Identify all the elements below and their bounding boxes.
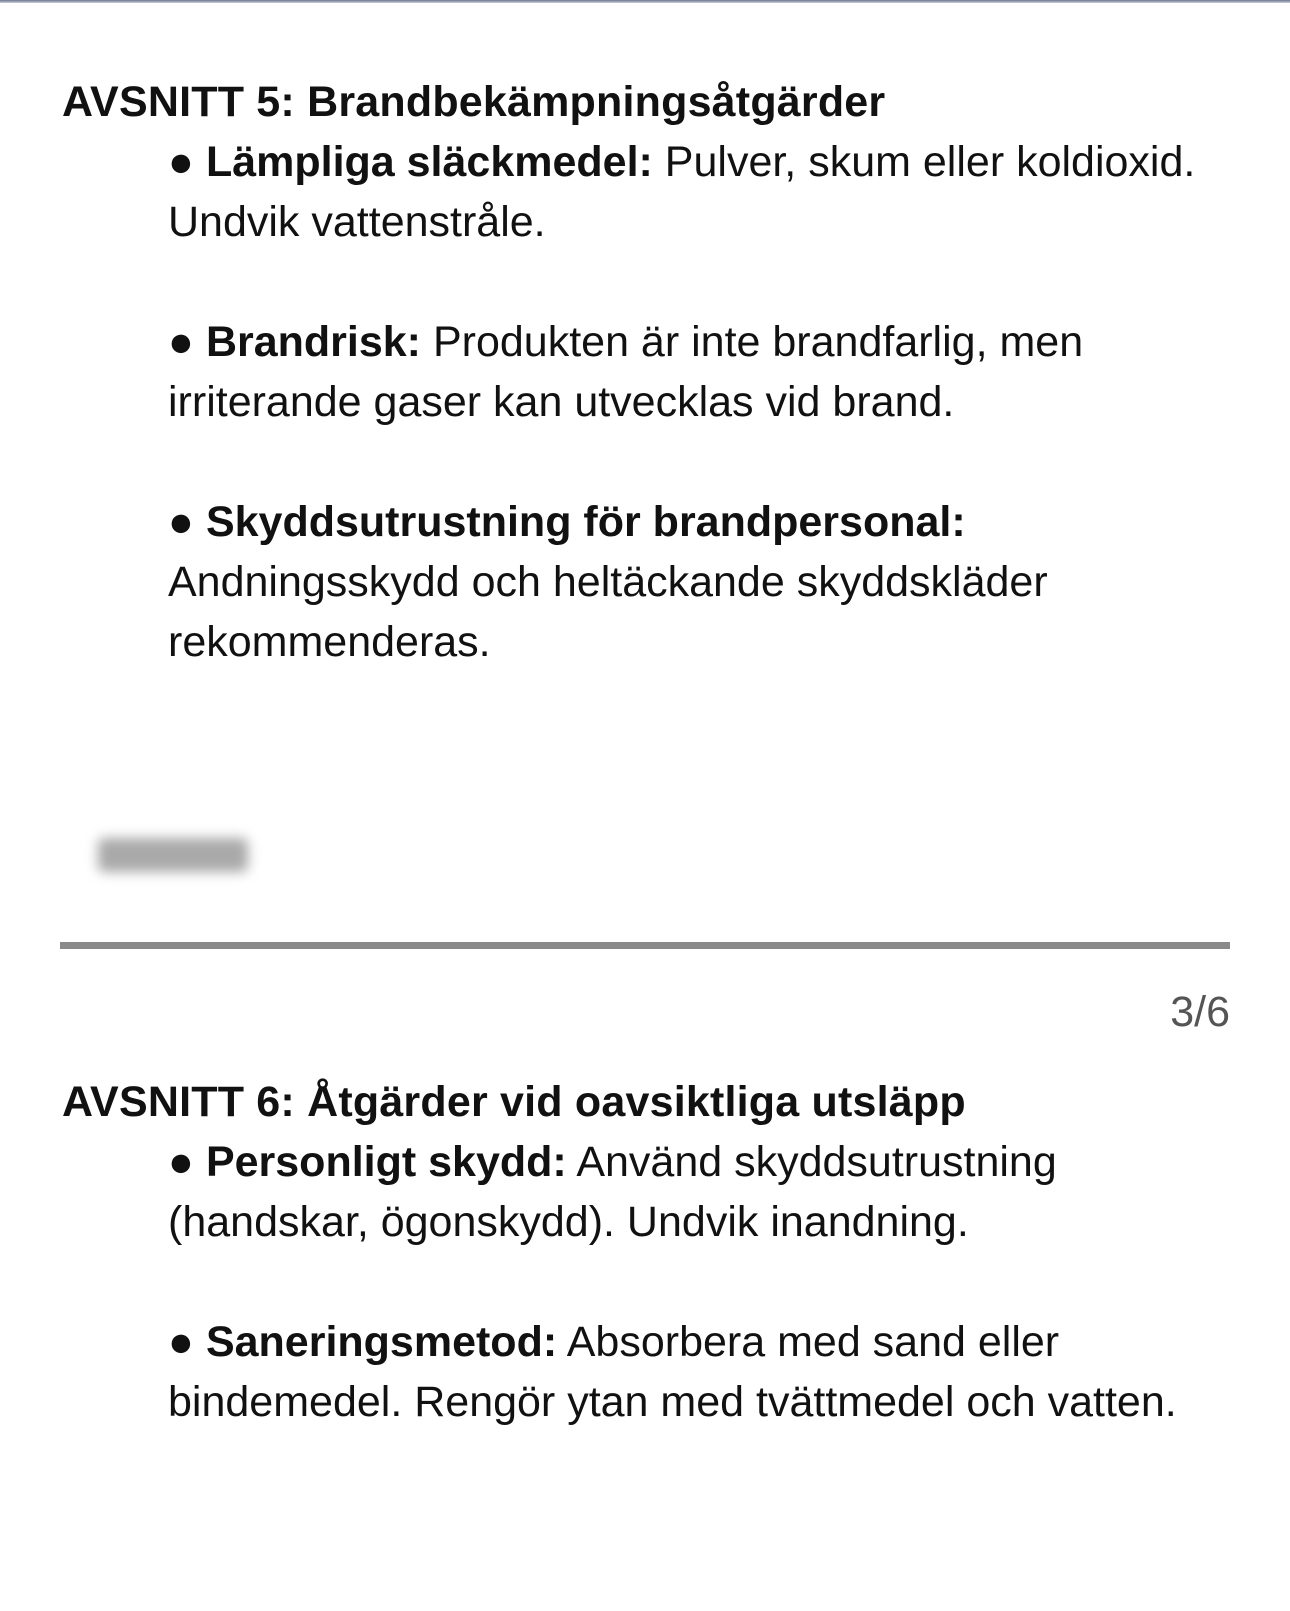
section-5-list bbox=[62, 132, 1242, 672]
list-item bbox=[168, 492, 1198, 672]
bullet-icon: ● bbox=[168, 318, 194, 366]
item-text: Absorbera med sand eller bindemedel. Rengör ytan med tvättmedel och vatten. bbox=[168, 1318, 1177, 1426]
item-label: Personligt skydd: bbox=[205, 1138, 567, 1186]
bullet-icon: ● bbox=[168, 1138, 194, 1186]
list-item bbox=[168, 1132, 1198, 1252]
item-label: Saneringsmetod: bbox=[205, 1318, 558, 1366]
page-break-rule bbox=[60, 942, 1230, 949]
item-text: Pulver, skum eller koldioxid. Undvik vattenstråle. bbox=[168, 138, 1196, 246]
list-item bbox=[168, 132, 1198, 252]
section-5 bbox=[62, 72, 1242, 672]
item-text: Använd skyddsutrustning (handskar, ögonskydd). Undvik inandning. bbox=[168, 1138, 1057, 1246]
page-number: 3/6 bbox=[1170, 988, 1230, 1036]
section-5-title: AVSNITT 5: Brandbekämpningsåtgärder bbox=[62, 78, 886, 126]
section-6-list bbox=[62, 1132, 1242, 1432]
bullet-icon: ● bbox=[168, 138, 194, 186]
section-6 bbox=[62, 1072, 1242, 1432]
item-label: Lämpliga släckmedel: bbox=[205, 138, 653, 186]
item-label: Brandrisk: bbox=[205, 318, 422, 366]
bullet-icon: ● bbox=[168, 1318, 194, 1366]
bullet-icon: ● bbox=[168, 498, 194, 546]
item-text: Andningsskydd och heltäckande skyddskläder rekommenderas. bbox=[168, 558, 1048, 666]
section-6-title: AVSNITT 6: Åtgärder vid oavsiktliga utsläpp bbox=[62, 1078, 966, 1126]
list-item bbox=[168, 1312, 1198, 1432]
top-edge-divider bbox=[0, 0, 1290, 3]
list-item bbox=[168, 312, 1198, 432]
redacted-text-block bbox=[98, 838, 248, 872]
item-text: Produkten är inte brandfarlig, men irriterande gaser kan utvecklas vid brand. bbox=[168, 318, 1084, 426]
item-label: Skyddsutrustning för brandpersonal: bbox=[205, 498, 966, 546]
